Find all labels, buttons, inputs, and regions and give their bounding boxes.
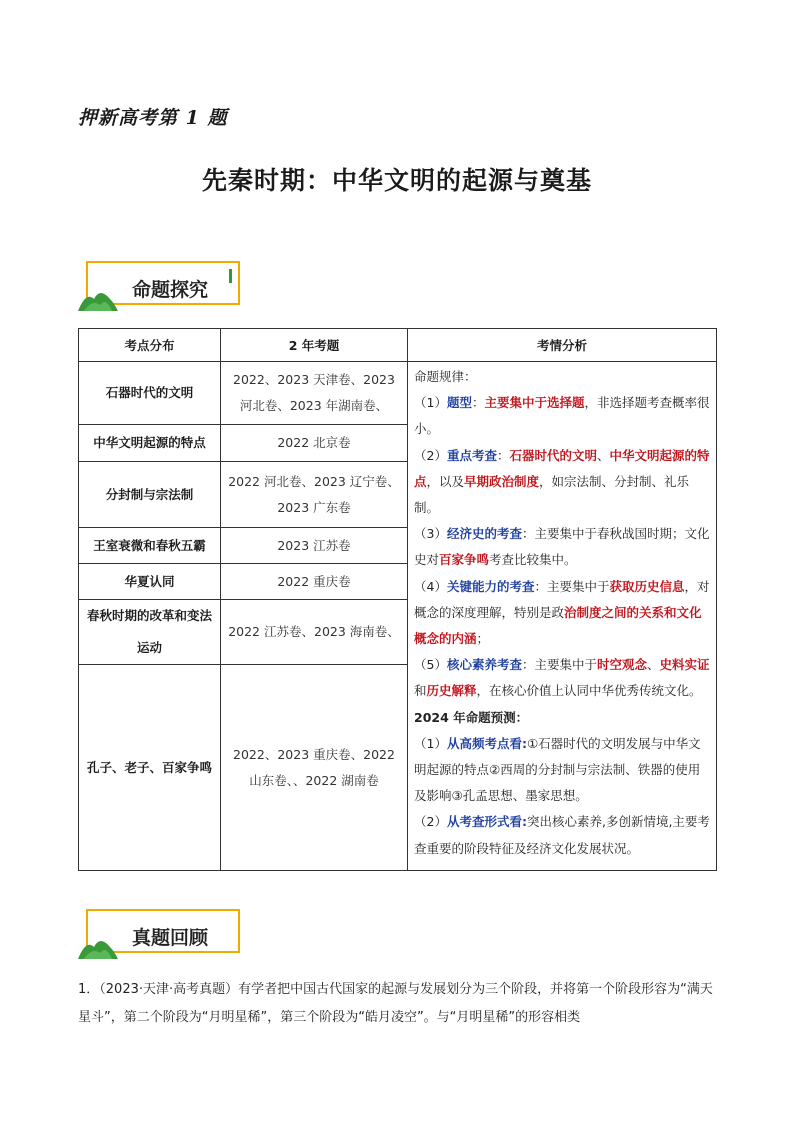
years-cell: 2022、2023 天津卷、2023 河北卷、2023 年湖南卷、 <box>221 362 408 425</box>
years-cell: 2023 江苏卷 <box>221 528 408 564</box>
topic-cell: 华夏认同 <box>79 564 221 600</box>
topic-cell: 孔子、老子、百家争鸣 <box>79 665 221 871</box>
forecast-point-1: （1）从高频考点看:①石器时代的文明发展与中华文明起源的特点②西周的分封制与宗法制、铁器的使用及影响③孔孟思想、墨家思想。 <box>414 735 701 804</box>
topic-cell: 石器时代的文明 <box>79 362 221 425</box>
green-hills-icon <box>78 933 118 959</box>
header-topic: 考点分布 <box>79 329 221 362</box>
question-source: （2023·天津·高考真题） <box>99 982 239 997</box>
section-label: 真题回顾 <box>132 927 209 949</box>
section-header-review <box>78 907 248 957</box>
page-title: 先秦时期：中华文明的起源与奠基 <box>201 166 592 195</box>
analysis-point-5: （5）核心素养考查：主要集中于时空观念、史料实证和历史解释，在核心价值上认同中华优秀传统文化。 <box>414 657 710 699</box>
topic-cell: 春秋时期的改革和变法运动 <box>79 600 221 665</box>
years-cell: 2022 河北卷、2023 辽宁卷、2023 广东卷 <box>221 462 408 528</box>
table-header-row <box>79 329 717 362</box>
years-cell: 2022 北京卷 <box>221 425 408 462</box>
topic-cell: 分封制与宗法制 <box>79 462 221 528</box>
page-kicker: 押新高考第 1 题 <box>78 107 228 129</box>
question-text: 有学者把中国古代国家的起源与发展划分为三个阶段，并将第一个阶段形容为“满天星斗”，第二个阶段为“月明星稀”，第三个阶段为“皓月凌空”。与“月明星稀”的形容相类 <box>78 982 713 1025</box>
topic-cell: 王室衰微和春秋五霸 <box>79 528 221 564</box>
section-header-explore <box>78 259 248 309</box>
question-1 <box>78 976 718 1032</box>
green-hills-icon <box>78 285 118 311</box>
analysis-point-1: （1）题型：主要集中于选择题，非选择题考查概率很小。 <box>414 395 710 437</box>
topic-cell: 中华文明起源的特点 <box>79 425 221 462</box>
section-tick-mark <box>229 269 232 283</box>
analysis-point-2: （2）重点考查：石器时代的文明、中华文明起源的特点，以及早期政治制度，如宗法制、分封制、礼乐制。 <box>414 447 710 516</box>
forecast-heading: 2024 年命题预测： <box>414 709 529 725</box>
forecast-point-2: （2）从考查形式看:突出核心素养,多创新情境,主要考查重要的阶段特征及经济文化发展状况。 <box>414 814 710 856</box>
rule-heading: 命题规律： <box>414 369 477 384</box>
table-row <box>79 362 717 425</box>
analysis-cell <box>408 362 717 871</box>
years-cell: 2022、2023 重庆卷、2022 山东卷、、2022 湖南卷 <box>221 665 408 871</box>
section-label: 命题探究 <box>132 279 209 301</box>
exam-analysis-table <box>78 328 717 871</box>
years-cell: 2022 重庆卷 <box>221 564 408 600</box>
header-analysis: 考情分析 <box>408 329 717 362</box>
question-number: 1． <box>78 982 100 997</box>
years-cell: 2022 江苏卷、2023 海南卷、 <box>221 600 408 665</box>
header-years: 2 年考题 <box>221 329 408 362</box>
analysis-point-3: （3）经济史的考查：主要集中于春秋战国时期；文化史对百家争鸣考查比较集中。 <box>414 526 710 568</box>
analysis-point-4: （4）关键能力的考查：主要集中于获取历史信息，对概念的深度理解，特别是政治制度之间的关系和文化概念的内涵； <box>414 578 710 647</box>
